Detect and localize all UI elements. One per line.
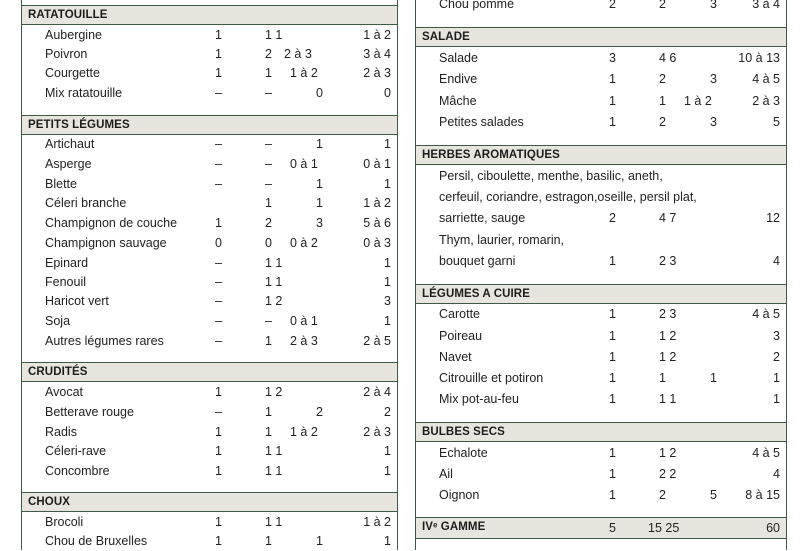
value-c1: – [215,256,222,270]
value-c2: 2 3 [659,307,677,321]
value-c4: 2 à 3 [752,94,780,108]
value-c2: 1 [265,66,272,80]
table-row [22,383,397,402]
value-c3: 1 [316,177,323,191]
value-c1: 2 [609,211,616,225]
table-row [416,70,786,89]
item-name: Soja [45,314,71,328]
value-c4: 2 [384,405,391,419]
item-name: Céleri branche [45,196,127,210]
value-c1: 3 [609,51,616,65]
item-name: Fenouil [45,275,86,289]
item-name: Mâche [439,94,477,108]
item-name: Citrouille et potiron [439,371,544,385]
section-title: PETITS LÉGUMES [28,119,130,131]
value-c2: 4 7 [659,211,677,225]
item-name: Autres légumes rares [45,334,164,348]
section-title: CHOUX [28,496,71,508]
left-column [21,0,398,550]
item-name: Endive [439,72,478,86]
value-c4: 60 [766,521,780,535]
value-c1: 1 [215,66,222,80]
value-c1: – [215,137,222,151]
value-c4: 2 [773,350,780,364]
value-c2: – [265,137,272,151]
value-c4: 1 à 2 [363,196,391,210]
value-c3: 3 [710,115,717,129]
value-c3: 0 à 1 [290,314,318,328]
table-row [22,532,397,551]
value-c1: 1 [215,464,222,478]
right-column [415,0,787,550]
item-name: Mix pot-au-feu [439,392,519,406]
table-row [22,403,397,422]
section-header [416,284,786,304]
table-row [416,465,786,484]
value-c4: 4 [773,254,780,268]
value-c4: 0 à 3 [363,236,391,250]
value-c1: 1 [609,371,616,385]
item-name: Radis [45,425,77,439]
item-name: Petites salades [439,115,524,129]
table-row [22,45,397,64]
value-c1: 2 [609,0,616,11]
value-c2: 2 2 [659,467,677,481]
table-row [416,209,786,228]
item-name: Betterave rouge [45,405,134,419]
item-name: Courgette [45,66,100,80]
value-c2: 2 [659,488,666,502]
section-header [22,362,397,382]
value-c2: 1 [265,405,272,419]
value-c3: 2 [316,405,323,419]
value-c1: 1 [215,385,222,399]
value-c2: 1 1 [265,464,283,478]
value-c1: – [215,275,222,289]
table-row [22,214,397,233]
value-c1: 1 [609,446,616,460]
item-name: Epinard [45,256,89,270]
value-c2: 1 2 [265,385,283,399]
item-name: Poireau [439,329,483,343]
value-c4: 3 à 4 [363,47,391,61]
item-name: bouquet garni [439,254,516,268]
item-name: Aubergine [45,28,102,42]
value-c2: 2 [659,0,666,11]
value-c1: – [215,314,222,328]
value-c4: 4 à 5 [752,307,780,321]
value-c1: 1 [609,350,616,364]
item-name: sarriette, sauge [439,211,526,225]
table-row [22,135,397,154]
table-row [416,49,786,68]
value-c3: 3 [710,72,717,86]
section-title: LÉGUMES A CUIRE [422,288,530,300]
value-c4: 3 [773,329,780,343]
value-c2: 2 3 [659,254,677,268]
value-c2: 1 2 [265,294,283,308]
value-c4: 1 [384,256,391,270]
value-c1: 1 [215,534,222,548]
value-c1: 1 [609,488,616,502]
value-c2: – [265,314,272,328]
value-c4: 1 [384,275,391,289]
table-row [416,444,786,463]
section-header [22,5,397,25]
value-c4: 3 à 4 [752,0,780,11]
value-c1: 1 [215,28,222,42]
value-c1: 1 [609,467,616,481]
item-name: Echalote [439,446,488,460]
value-c4: 1 [384,314,391,328]
value-c1: 1 [609,329,616,343]
section-title: BULBES SECS [422,426,505,438]
value-c1: 1 [215,216,222,230]
section-header [416,27,786,47]
value-c3: 1 à 2 [684,94,712,108]
value-c2: 1 1 [265,444,283,458]
value-c1: 1 [609,392,616,406]
table-row [22,312,397,331]
item-name: Brocoli [45,515,84,529]
value-c3: 1 à 2 [290,66,318,80]
section-title: SALADE [422,31,470,43]
table-row [22,194,397,213]
value-c4: 1 [384,444,391,458]
value-c3: 1 [316,534,323,548]
value-c3: 2 à 3 [284,47,312,61]
table-row [416,0,786,14]
table-row [416,92,786,111]
table-row [416,390,786,409]
item-name: Avocat [45,385,83,399]
section-title: CRUDITÉS [28,366,88,378]
value-c2: 1 2 [659,329,677,343]
value-c2: 1 [265,534,272,548]
value-c3: 3 [710,0,717,11]
item-name: Champignon sauvage [45,236,167,250]
value-c2: 2 [265,47,272,61]
value-c2: 1 [265,425,272,439]
value-c1: 1 [215,47,222,61]
item-name: Carotte [439,307,480,321]
value-c2: 1 1 [265,28,283,42]
value-c4: 2 à 3 [363,66,391,80]
item-name: Blette [45,177,77,191]
item-name: Haricot vert [45,294,109,308]
value-c2: 1 [265,196,272,210]
value-c1: 1 [609,254,616,268]
value-c2: 1 1 [265,256,283,270]
value-c4: 1 [773,392,780,406]
value-c3: 1 [710,371,717,385]
value-c4: 2 à 5 [363,334,391,348]
item-name: Ail [439,467,453,481]
item-name: Artichaut [45,137,95,151]
value-c2: – [265,157,272,171]
table-row [22,442,397,461]
value-c1: – [215,177,222,191]
value-c4: 5 [773,115,780,129]
value-c2: 1 2 [659,350,677,364]
herbes-text-line: Thym, laurier, romarin, [439,233,565,247]
value-c2: 1 [659,371,666,385]
value-c1: 1 [609,115,616,129]
value-c4: 1 [773,371,780,385]
table-row [416,348,786,367]
section-header [416,517,786,539]
table-row [22,462,397,481]
value-c3: 2 à 3 [290,334,318,348]
value-c1: – [215,405,222,419]
value-c2: 2 [659,115,666,129]
table-row [22,423,397,442]
value-c3: 0 à 2 [290,236,318,250]
value-c4: 1 [384,464,391,478]
text-line [416,167,786,186]
value-c4: 1 [384,534,391,548]
value-c3: 3 [316,216,323,230]
table-row [22,332,397,351]
table-row [22,254,397,273]
value-c2: 1 [265,334,272,348]
value-c4: 4 à 5 [752,72,780,86]
value-c4: 10 à 13 [738,51,780,65]
value-c3: 1 [316,137,323,151]
text-line [416,231,786,250]
section-header [22,115,397,135]
value-c1: 5 [609,521,616,535]
table-row [22,155,397,174]
value-c4: 1 à 2 [363,515,391,529]
value-c2: 1 2 [659,446,677,460]
value-c2: 1 1 [265,275,283,289]
section-header [416,422,786,442]
value-c2: 1 1 [265,515,283,529]
value-c2: 4 6 [659,51,677,65]
value-c1: – [215,157,222,171]
value-c2: – [265,86,272,100]
item-name: Salade [439,51,478,65]
item-name: Navet [439,350,472,364]
section-title: HERBES AROMATIQUES [422,149,560,161]
herbes-text-line: cerfeuil, coriandre, estragon,oseille, persil plat, [439,190,697,204]
table-row [22,175,397,194]
table-row [22,273,397,292]
value-c4: 0 [384,86,391,100]
value-c4: 12 [766,211,780,225]
value-c1: 0 [215,236,222,250]
value-c3: 0 [316,86,323,100]
value-c1: – [215,294,222,308]
value-c4: 1 à 2 [363,28,391,42]
item-name: Chou de Bruxelles [45,534,148,548]
value-c4: 2 à 4 [363,385,391,399]
table-row [416,252,786,271]
table-row [416,369,786,388]
item-name: Asperge [45,157,92,171]
value-c1: – [215,86,222,100]
value-c4: 8 à 15 [745,488,780,502]
table-row [416,486,786,505]
value-c1: 1 [215,425,222,439]
value-c4: 1 [384,177,391,191]
table-row [22,292,397,311]
value-c3: 0 à 1 [290,157,318,171]
section-header [416,145,786,165]
value-c4: 0 à 1 [363,157,391,171]
value-c1: 1 [215,444,222,458]
value-c2: 2 [265,216,272,230]
value-c3: 1 [316,196,323,210]
table-row [22,26,397,45]
item-name: Champignon de couche [45,216,178,230]
item-name: Chou pommé [439,0,515,11]
value-c4: 4 à 5 [752,446,780,460]
value-c1: – [215,334,222,348]
value-c1: 1 [609,94,616,108]
table-row [416,113,786,132]
item-name: Concombre [45,464,110,478]
section-title: IVᵉ GAMME [422,521,486,533]
table-row [22,513,397,532]
value-c2: 1 [659,94,666,108]
value-c1: 1 [215,515,222,529]
value-c4: 4 [773,467,780,481]
section-header [22,492,397,512]
table-row [22,64,397,83]
section-title: RATATOUILLE [28,9,108,21]
value-c4: 3 [384,294,391,308]
item-name: Poivron [45,47,88,61]
value-c2: – [265,177,272,191]
item-name: Céleri-rave [45,444,107,458]
value-c4: 2 à 3 [363,425,391,439]
value-c4: 1 [384,137,391,151]
value-c2: 1 1 [659,392,677,406]
value-c2: 2 [659,72,666,86]
text-line [416,188,786,207]
table-row [416,327,786,346]
value-c3: 1 à 2 [290,425,318,439]
item-name: Oignon [439,488,480,502]
item-name: Mix ratatouille [45,86,123,100]
table-row [416,305,786,324]
table-row [22,234,397,253]
value-c3: 5 [710,488,717,502]
value-c1: 1 [609,72,616,86]
value-c1: 1 [609,307,616,321]
herbes-text-line: Persil, ciboulette, menthe, basilic, aneth, [439,169,663,183]
value-c2: 15 25 [648,521,680,535]
value-c4: 5 à 6 [363,216,391,230]
value-c2: 0 [265,236,272,250]
table-row [22,84,397,103]
